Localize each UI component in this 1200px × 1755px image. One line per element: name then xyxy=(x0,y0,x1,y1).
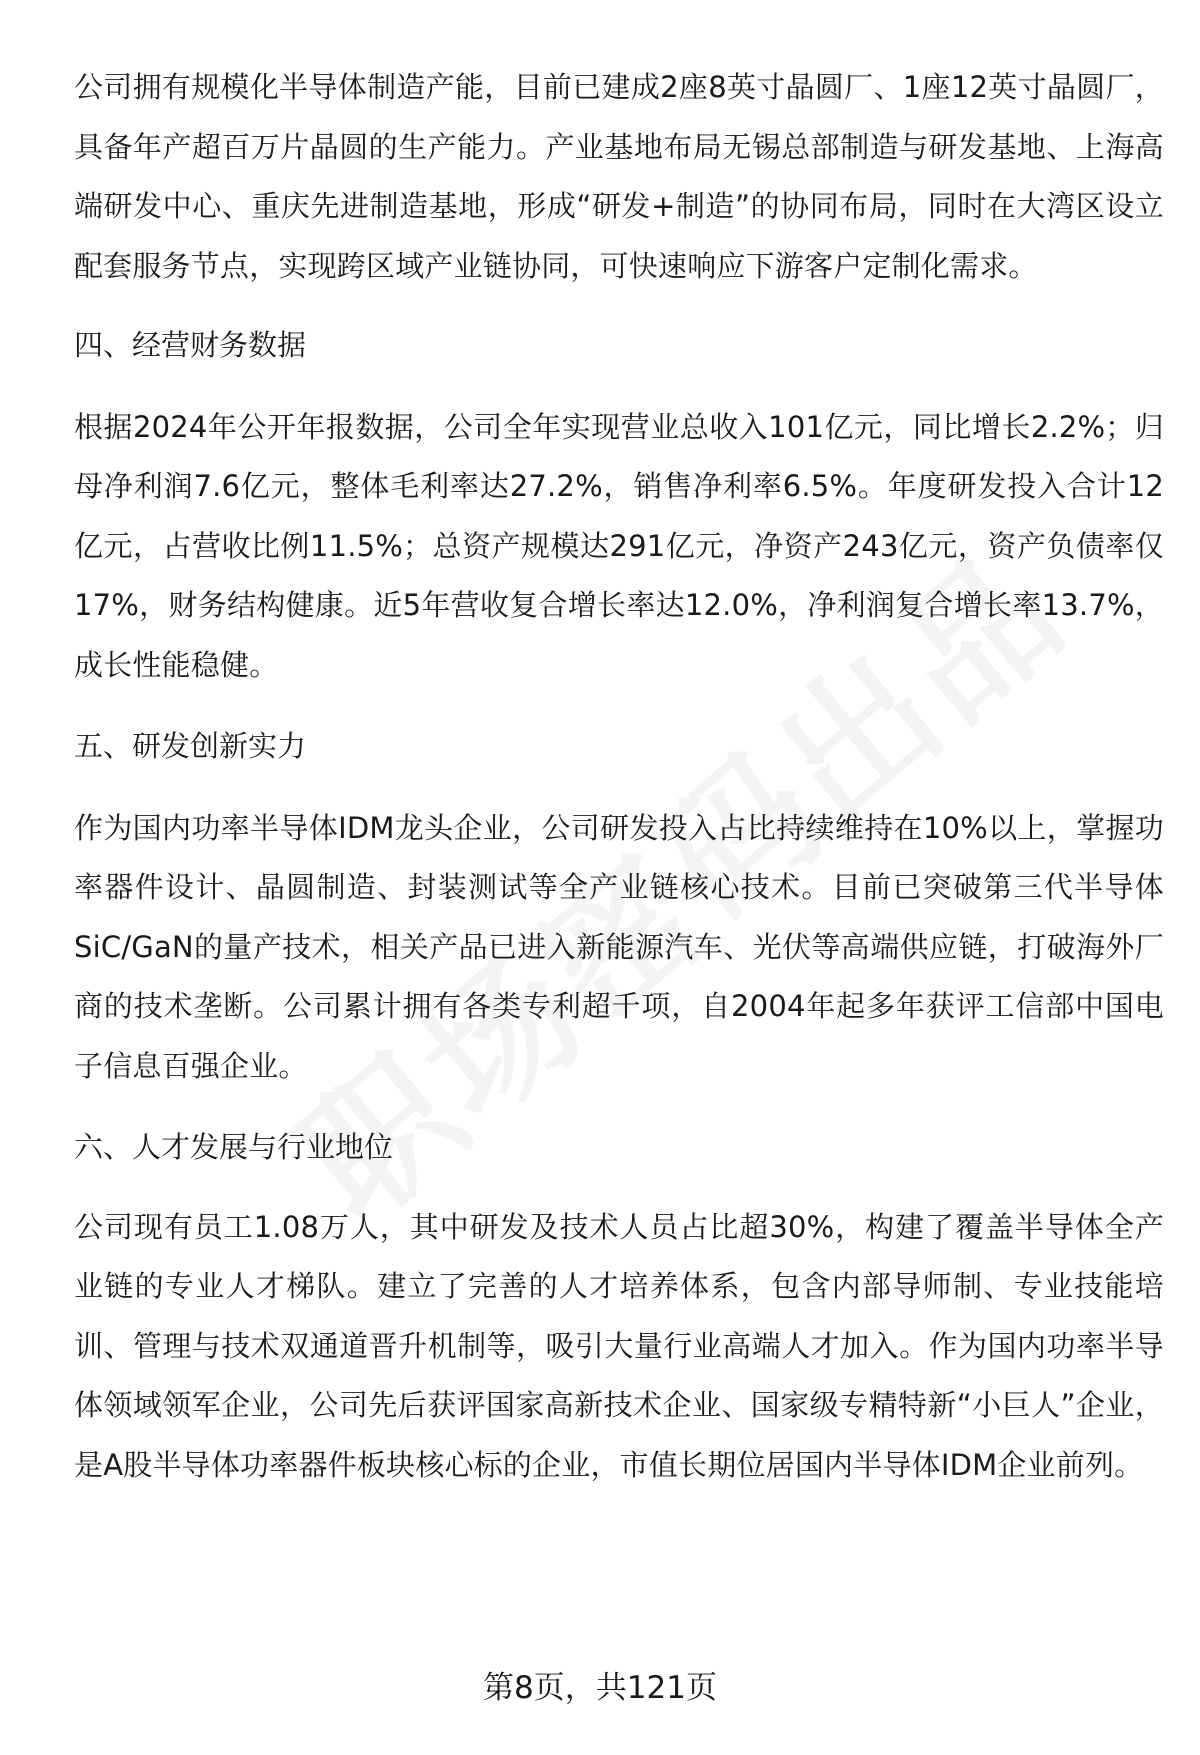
section-heading-rnd: 五、研发创新实力 xyxy=(74,729,307,763)
section-heading-talent: 六、人才发展与行业地位 xyxy=(74,1130,394,1164)
intro-paragraph: 公司拥有规模化半导体制造产能，目前已建成2座8英寸晶圆厂、1座12英寸晶圆厂，具备年产超百万片晶圆的生产能力。产业基地布局无锡总部制造与研发基地、上海高端研发中心、重庆先进制造基地，形成“研发+制造”的协同布局，同时在大湾区设立配套服务节点，实现跨区域产业链协同，可快速响应下游客户定制化需求。 xyxy=(74,70,1164,283)
rnd-paragraph: 作为国内功率半导体IDM龙头企业，公司研发投入占比持续维持在10%以上，掌握功率器件设计、晶圆制造、封装测试等全产业链核心技术。目前已突破第三代半导体SiC/GaN的量产技术，相关产品已进入新能源汽车、光伏等高端供应链，打破海外厂商的技术垄断。公司累计拥有各类专利超千项，自2004年起多年获评工信部中国电子信息百强企业。 xyxy=(74,810,1164,1083)
financials-paragraph: 根据2024年公开年报数据，公司全年实现营业总收入101亿元，同比增长2.2%；归母净利润7.6亿元，整体毛利率达27.2%，销售净利率6.5%。年度研发投入合计12亿元，占营收比例11.5%；总资产规模达291亿元，净资产243亿元，资产负债率仅17%，财务结构健康。近5年营收复合增长率达12.0%，净利润复合增长率13.7%，成长性能稳健。 xyxy=(74,409,1164,682)
talent-paragraph: 公司现有员工1.08万人，其中研发及技术人员占比超30%，构建了覆盖半导体全产业链的专业人才梯队。建立了完善的人才培养体系，包含内部导师制、专业技能培训、管理与技术双通道晋升机制等，吸引大量行业高端人才加入。作为国内功率半导体领域领军企业，公司先后获评国家高新技术企业、国家级专精特新“小巨人”企业，是A股半导体功率器件板块核心标的企业，市值长期位居国内半导体IDM企业前列。 xyxy=(74,1209,1164,1482)
page-number: 第8页，共121页 xyxy=(483,1670,717,1706)
document-page xyxy=(74,58,1164,1495)
section-heading-financials: 四、经营财务数据 xyxy=(74,328,307,362)
